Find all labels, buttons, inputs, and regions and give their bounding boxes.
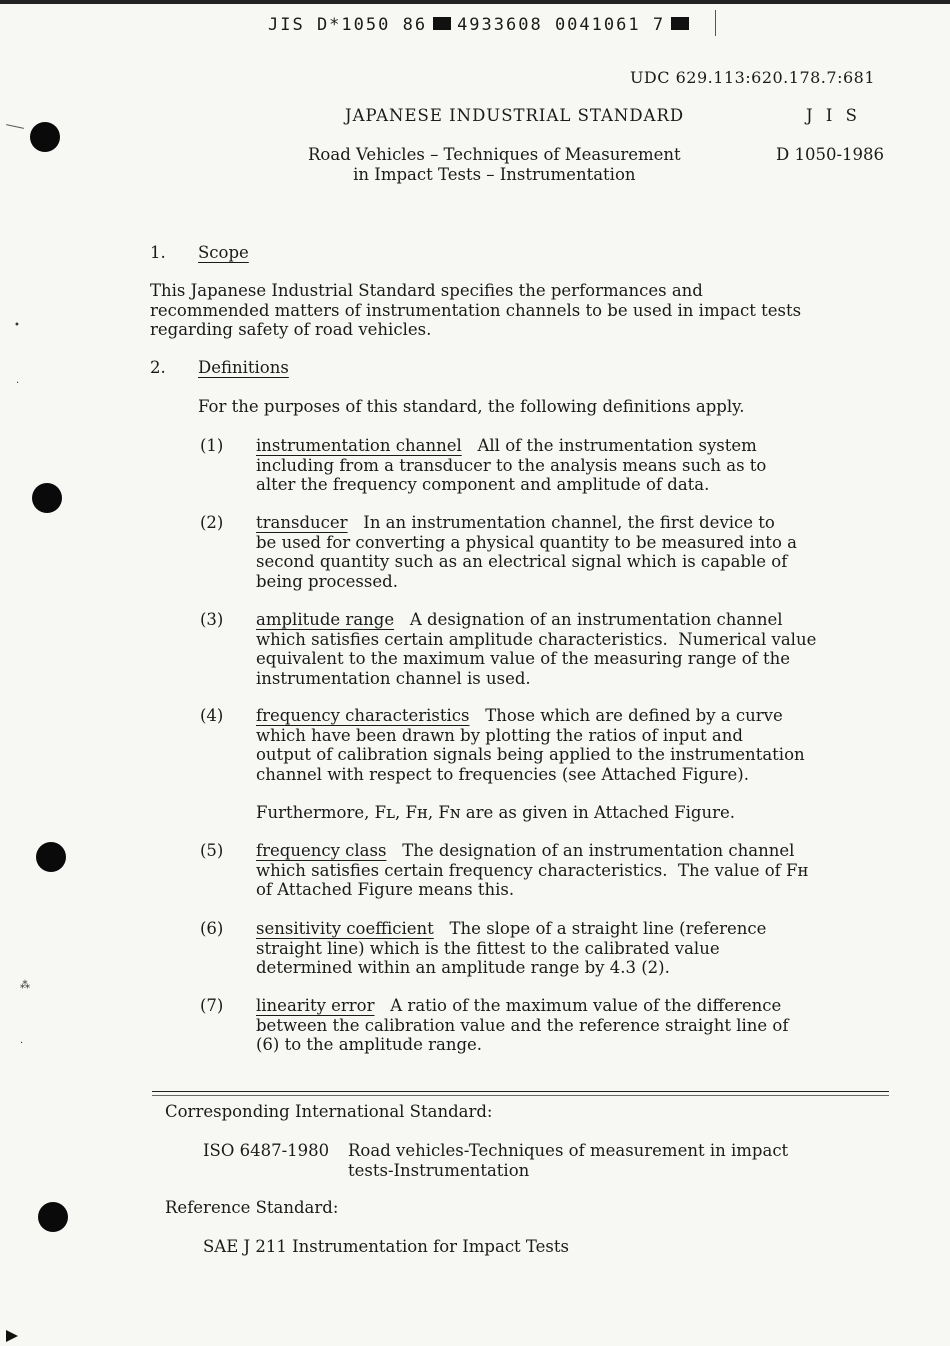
definition-term: amplitude range	[256, 610, 395, 629]
sae-reference: SAE J 211 Instrumentation for Impact Tests	[203, 1237, 569, 1256]
scan-speck: ·	[20, 1038, 24, 1049]
jis-mark: J I S	[806, 106, 861, 125]
definition-number: (4)	[200, 706, 224, 725]
definition-text-first: The designation of an instrumentation channel	[402, 841, 795, 860]
definition-term: frequency class	[256, 841, 387, 860]
iso-number: ISO 6487-1980	[203, 1141, 330, 1160]
arrow-marker-icon	[6, 1330, 18, 1342]
scope-paragraph: This Japanese Industrial Standard specifies the performances and recommended matters of instrumentation channels to be used in impact tests regarding safety of road vehicles.	[150, 281, 802, 339]
definition-term: linearity error	[256, 996, 375, 1015]
iso-title: Road vehicles-Techniques of measurement in impact tests-Instrumentation	[348, 1141, 789, 1180]
definition-term: sensitivity coefficient	[256, 919, 434, 938]
definition-text-first: A ratio of the maximum value of the difference	[390, 996, 782, 1015]
punch-hole-icon	[32, 483, 62, 513]
scope-heading: Scope	[198, 243, 249, 262]
standard-number: D 1050-1986	[776, 145, 885, 164]
definition-text-rest: which satisfies certain frequency characteristics. The value of Fʜ of Attached Figure means this.	[256, 860, 809, 899]
definition-number: (3)	[200, 610, 224, 629]
definition-item	[256, 513, 797, 591]
punch-hole-icon	[36, 842, 66, 872]
corresponding-standard-label: Corresponding International Standard:	[165, 1102, 493, 1121]
definition-term: transducer	[256, 513, 348, 532]
black-block-icon	[671, 17, 689, 30]
punch-hole-icon	[30, 122, 60, 152]
document-control-code	[268, 10, 716, 36]
standard-name: JAPANESE INDUSTRIAL STANDARD	[345, 106, 685, 125]
definition-text-rest: which have been drawn by plotting the ratios of input and output of calibration signals being applied to the instrumentation channel with respect to frequencies (see Attached Figure).	[256, 725, 805, 784]
definition-text-rest: which satisfies certain amplitude characteristics. Numerical value equivalent to the maximum value of the measuring range of the instrumentation channel is used.	[256, 629, 817, 688]
definition-number: (6)	[200, 919, 224, 938]
definition-text-first: All of the instrumentation system	[477, 436, 757, 455]
definition-text-rest: including from a transducer to the analysis means such as to alter the frequency component and amplitude of data.	[256, 455, 767, 494]
definition-number: (1)	[200, 436, 224, 455]
definition-text-first: A designation of an instrumentation channel	[409, 610, 783, 629]
scan-speck: •	[14, 320, 20, 331]
definition-number: (7)	[200, 996, 224, 1015]
definitions-intro: For the purposes of this standard, the following definitions apply.	[198, 397, 745, 416]
definition-number: (5)	[200, 841, 224, 860]
definition-text-rest: straight line) which is the fittest to the calibrated value determined within an amplitude range by 4.3 (2).	[256, 938, 720, 977]
scan-speck: ·	[16, 378, 20, 389]
footer-rule	[152, 1095, 889, 1096]
definition-item	[256, 706, 805, 784]
definition-item	[256, 436, 766, 495]
definitions-heading: Definitions	[198, 358, 289, 377]
scan-mark	[6, 124, 24, 129]
reference-standard-label: Reference Standard:	[165, 1198, 339, 1217]
furthermore-note: Furthermore, Fʟ, Fʜ, Fɴ are as given in Attached Figure.	[256, 803, 735, 822]
code-right: 4933608 0041061 7	[457, 15, 666, 35]
definition-item	[256, 996, 788, 1055]
punch-hole-icon	[38, 1202, 68, 1232]
scope-number: 1.	[150, 243, 166, 262]
scan-speck: ⁂	[20, 980, 30, 991]
definition-item	[256, 841, 808, 900]
top-border	[0, 0, 950, 4]
definition-text-rest: be used for converting a physical quantity to be measured into a second quantity such as an electrical signal which is capable of being processed.	[256, 532, 797, 591]
title-line-2: in Impact Tests – Instrumentation	[353, 165, 636, 184]
definition-number: (2)	[200, 513, 224, 532]
definitions-number: 2.	[150, 358, 166, 377]
definition-term: frequency characteristics	[256, 706, 470, 725]
definition-item	[256, 919, 766, 978]
definition-term: instrumentation channel	[256, 436, 462, 455]
black-block-icon	[433, 17, 451, 30]
definition-text-first: Those which are defined by a curve	[485, 706, 783, 725]
title-line-1: Road Vehicles – Techniques of Measurement	[308, 145, 681, 164]
definition-text-first: In an instrumentation channel, the first device to	[363, 513, 775, 532]
scope-text	[150, 281, 801, 340]
code-left: JIS D*1050 86	[268, 15, 428, 35]
definition-item	[256, 610, 816, 688]
footer-rule	[152, 1091, 889, 1092]
definition-text-rest: between the calibration value and the reference straight line of (6) to the amplitude range.	[256, 1015, 789, 1054]
document-title	[308, 145, 681, 185]
udc-number: UDC 629.113:620.178.7:681	[629, 68, 875, 87]
definition-text-first: The slope of a straight line (reference	[449, 919, 767, 938]
divider	[715, 10, 716, 36]
